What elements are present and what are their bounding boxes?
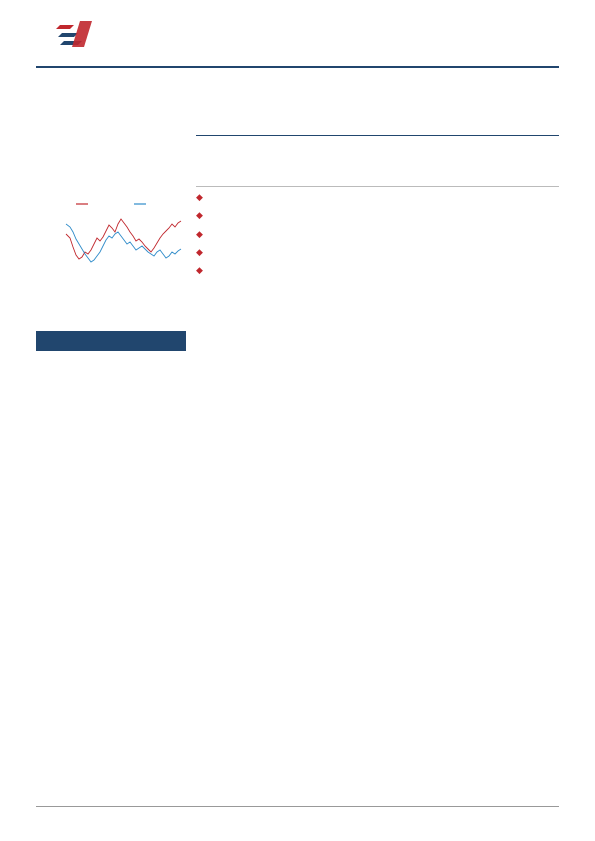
diamond-bullet-icon: ◆: [196, 193, 203, 203]
side-tab-company: [0, 420, 23, 841]
risk-paragraph: [196, 263, 559, 279]
series-line-hs300: [66, 224, 181, 262]
footer-rule: [36, 806, 559, 807]
side-tab-weekly: [0, 185, 23, 420]
diamond-bullet-icon: ◆: [196, 211, 203, 222]
diamond-bullet-icon: ◆: [196, 247, 203, 258]
title-rule: [196, 135, 559, 136]
section-heading: [196, 245, 559, 261]
kaiyuan-logo-icon: [54, 17, 96, 51]
author-rule: [196, 186, 559, 187]
diamond-bullet-icon: ◆: [196, 229, 203, 240]
diamond-bullet-icon: ◆: [196, 266, 203, 277]
report-body: [196, 190, 559, 279]
related-reports-header: [36, 331, 186, 351]
section-heading: [196, 227, 559, 243]
trend-chart: [36, 194, 186, 304]
trend-chart-svg: [36, 194, 186, 304]
side-strip: [0, 0, 23, 841]
section-heading: [196, 208, 559, 224]
company-logo: [54, 16, 100, 52]
side-tab-research: [0, 0, 23, 185]
header-rule: [36, 66, 559, 68]
section-heading: [196, 190, 559, 206]
